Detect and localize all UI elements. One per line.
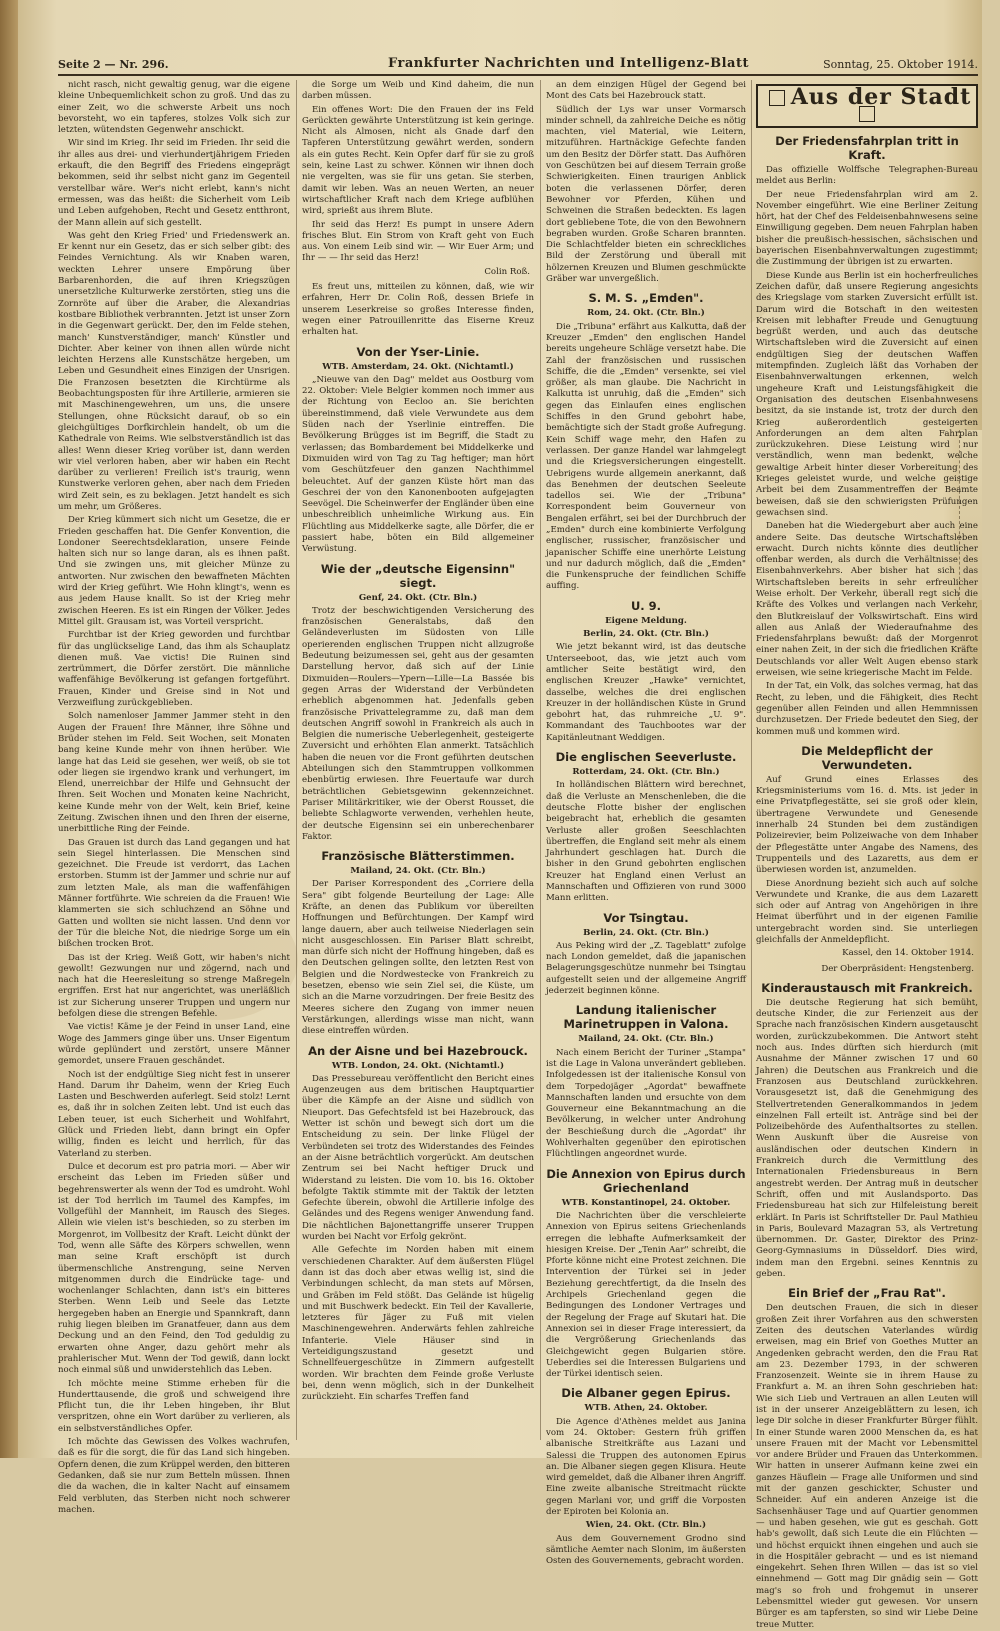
article-paragraph: Dulce et decorum est pro patria mori. — Aber wir erscheint das Leben im Frieden süßer und begehrenswerter als wenn der Tod es umdroht. Wohl ist der Tod herrlich im Taumel des Kampfes, im Vollgefühl der Mannheit, im Rausch des Sieges. Allein wie vielen ist's beschieden, so zu sterben im Morgenrot, im Vollbesitz der Kraft. Leicht dünkt der Tod, wenn alle Säfte des Körpers schwellen, wenn man seine Kraft erschöpft ist durch übermenschliche Anstrengung, seine Nerven mitgenommen durch die Eindrücke tage- und wochenlanger Schlachten, dann ist's ein bitteres Sterben. Wenn Leib und Seele das Letzte hergegeben haben an Energie und Spannkraft, dann ruhig liegen bleiben im Granatfeuer, dann aus dem Deckung und an den Feind, den Tod geduldig zu erwarten ohne Anger, dazu gehört mehr als prahlerischer Mut. Wenn der Tod gewiß, dann lockt noch einmal süß und unwiderstehlich das Leben.: [58, 1161, 290, 1376]
headline-tsingtau: Vor Tsingtau.: [603, 910, 689, 925]
dateline: Wien, 24. Okt. (Ctr. Bln.): [585, 1520, 707, 1531]
article-paragraph: nicht rasch, nicht gewaltig genug, war die eigene kleine Unbequemlichkeit schon zu groß. Und das zu einer Zeit, wo die schwerste Arbeit uns noch bevorsteht, wo ein tapferes, stolzes Volk sich zur letzten, wütendsten Gegenwehr anschickt.: [58, 80, 290, 136]
dateline: Mailand, 24. Okt. (Ctr. Bln.): [578, 1034, 714, 1045]
column-rule: [296, 80, 297, 1440]
dateline: WTB. London, 24. Okt. (Nichtamtl.): [331, 1060, 505, 1071]
article-paragraph: Aus Peking wird der „Z. Tageblatt" zufolge nach London gemeldet, daß die japanischen Belagerungsgeschütze nunmehr bei Tsingtau aufgestellt seien und der allgemeine Angriff jederzeit beginnen könne.: [546, 940, 746, 997]
headline-u9: U. 9.: [630, 598, 662, 613]
headline-albaner: Die Albaner gegen Epirus.: [561, 1386, 731, 1401]
headline-friedensfahrplan: Der Friedensfahrplan tritt in Kraft.: [775, 134, 959, 162]
dateline: Rom, 24. Okt. (Ctr. Bln.): [587, 308, 705, 319]
article-paragraph: Wir sind im Krieg. Ihr seid im Frieden. Ihr seid die ihr alles aus drei- und vierhundertjährigem Frieden erkauft, die den Begriff des Friedens eingeprägt bekommen, seid ihr selbst nicht ganz im Gegenteil verstellbar wäre. Wer's nicht erlebt, kann's nicht ermessen, was das heißt: die Sicherheit vom Leib und Leben aufgehoben, Recht und Gesetz entthront, der Mann allein auf sich gestellt.: [58, 138, 290, 228]
article-paragraph: Was geht den Krieg Fried' und Friedenswerk an. Er kennt nur ein Gesetz, das er sich selber gibt: des Feindes Vernichtung. Als wir Knaben waren, weckten Lehrer unsere Empörung über Barbarenhorden, die auf ihren Kriegszügen unersetzliche Kulturwerke zerstörten, stieg uns die Zornröte auf über die Araber, die Alexandrias kostbare Bibliothek verbrannten. Jetzt ist unser Zorn in die Gegenwart gerückt. Der, den im Felde stehen, manch' Kunstverständiger, manch' Künstler und Dichter. Aber keiner von ihnen allen würde nicht leichten Herzens alle Kunstschätze hergeben, um Leben und Gesundheit eines Einzigen der Unsrigen. Die Franzosen besetzten die Kirchtürme als Beobachtungsposten für ihre Artillerie, armieren sie mit Maschinengewehren, um uns, die unsere Stellungen, ohne Rücksicht darauf, ob so ein gleichgültiges Dorfkirchlein handelt, ob um die Kathedrale von Reims. Wie selbstverständlich ist das alles! Wenn dieser Krieg vorüber ist, dann werden wir viel verloren haben, aber wir haben ein Recht darüber zu verlieren! Freilich ist's traurig, wenn Kunstwerke verloren gehen, aber nach dem Frieden wird Zeit sein, es zu beklagen. Jetzt handelt es sich um mehr, um Größeres.: [58, 230, 290, 512]
article-paragraph: an dem einzigen Hügel der Gegend bei Mont des Cats bei Hazebrouck statt.: [546, 80, 746, 102]
dateline: WTB. Konstantinopel, 24. Oktober.: [561, 1197, 731, 1208]
column-2: [302, 80, 534, 1440]
headline-emden: S. M. S. „Emden".: [588, 291, 704, 306]
article-paragraph: Nach einem Bericht der Turiner „Stampa" ist die Lage in Valona unverändert geblieben. Infolgedessen ist der italienische Konsul von dem Torpedojäger „Agordat" bewaffnete Mannschaften landen und ersuchte von dem Gouverneur eine Bekanntmachung an die Bevölkerung, in welcher unter Androhung der Beschießung durch die „Agordat" ihr Wohlverhalten gegenüber den epirotischen Flüchtlingen angeordnet wurde.: [546, 1047, 746, 1160]
article-paragraph: Der neue Friedensfahrplan wird am 2. November eingeführt. Wie eine Berliner Zeitung hört, hat der Chef des Feldeisenbahnwesens seine Einwilligung gegeben. Dem neuen Fahrplan haben bisher die preußisch-hessischen, sächsischen und bayerischen Eisenbahnverwaltungen zugestimmt; die Zustimmung der übrigen ist zu erwarten.: [756, 189, 978, 268]
headline-eigensinn: Wie der „deutsche Eigensinn" siegt.: [320, 561, 516, 590]
article-paragraph: Die „Tribuna" erfährt aus Kalkutta, daß der Kreuzer „Emden" den englischen Handel bereits ungeheure Schläge versetzt habe. Die Zahl der französischen und russischen Schiffe, die die „Emden" versenkte, sei viel größer, als man glaube. Die Nachricht in Kalkutta ist unruhig, daß die „Emden" sich gegen das Einlaufen eines englischen Schiffes in den Grund gebohrt habe, bemächtigte sich der Stadt große Aufregung. Kein Schiff wage mehr, den Hafen zu verlassen. Der ganze Handel war lahmgelegt und die Kriegsversicherungen eingestellt. Uebrigens wurde allgemein anerkannt, daß das Benehmen der deutschen Seeleute tadellos sei. Wie der „Tribuna" Korrespondent beim Gouverneur von Bengalen erfährt, sei bei der Durchbruch der „Emden" durch eine kombinierte Verfolgung englischer, russischer, französischer und japanischer Schiffe eine unerhörte Leistung und nur dadurch möglich, daß die „Emden" die Funkenspruche der feindlichen Schiffe auffing.: [546, 321, 747, 592]
dateline: Berlin, 24. Okt. (Ctr. Bln.): [583, 927, 709, 938]
headline-blaetterstimmen: Französische Blätterstimmen.: [321, 849, 515, 864]
article-paragraph: Furchtbar ist der Krieg geworden und furchtbar für das unglückselige Land, das ihm als Schauplatz dienen muß. Vae victis! Die Ruinen sind zertrümmert, die Dörfer zerstört. Die männliche waffenfähige Bevölkerung ist gefangen fortgeführt. Frauen, Kinder und Greise sind in Not und Verzweiflung zurückgeblieben.: [58, 630, 290, 709]
subheadline: Eigene Meldung.: [605, 615, 687, 626]
article-paragraph: Südlich der Lys war unser Vormarsch minder schnell, da zahlreiche Deiche es nötig machten, viel Material, wie Leitern, mitzuführen. Hartnäckige Gefechte fanden um den Besitz der Dörfer statt. Das Aufhören von Geschützen bei auf diesem Terrain große Schwierigkeiten. Einen traurigen Anblick boten die verlassenen Dörfer, deren Bewohner vor Pferden, Kühen und Schweinen die Straßen bedeckten. Es lagen dort gebliebene Tote, die von den Bewohnern begraben wurden. Große Scharen brannten. Die Schlachtfelder bieten ein schreckliches Bild der Zerstörung und überall mit hölzernen Kreuzen und Blumen geschmückte Gräber war unvergeßlich.: [546, 104, 746, 285]
article-paragraph: Auf Grund eines Erlasses des Kriegsministeriums vom 16. d. Mts. ist jeder in eine Privatpflegestätte, sei sie groß oder klein, übertragene Verwundete und Genesende innerhalb 24 Stunden bei dem zuständigen Polizeirevier, beim Polizeiwache von dem Inhaber der Pflegestätte unter Angabe des Namens, des Truppenteils und des Lazaretts, aus dem er überwiesen worden ist, anzumelden.: [756, 774, 978, 876]
headline-frau-rat: Ein Brief der „Frau Rat".: [788, 1286, 946, 1301]
article-paragraph: In der Tat, ein Volk, das solches vermag, hat das Recht, zu leben, und die Fähigkeit, dies Recht gegenüber allen Feinden und allen Hemmnissen durchzusetzen. Der Friede bedeutet den Sieg, der kommen muß und kommen wird.: [756, 681, 978, 737]
column-rule: [751, 80, 752, 1440]
article-paragraph: Das Grauen ist durch das Land gegangen und hat sein Siegel hinterlassen. Die Menschen sind gezeichnet. Die Freude ist verdorrt, das Lachen erstorben. Stumm ist der Jammer und schrie nur auf zum letzten Male, als man die waffenfähigen Männer fortführte. Wie schreien da die Frauen! Wie klammerten sie sich schluchzend an Söhne und Gatten und wollten sie nicht lassen. Und denn vor der Tür die bleiche Not, die niedrige Sorge um ein bißchen trocken Brot.: [58, 837, 290, 950]
column-rule: [540, 80, 541, 1440]
newspaper-title: Frankfurter Nachrichten und Intelligenz-Blatt: [388, 56, 749, 71]
dateline: Genf, 24. Okt. (Ctr. Bln.): [358, 592, 478, 603]
author-signature: Colin Roß.: [484, 266, 530, 277]
issue-date: Sonntag, 25. Oktober 1914.: [823, 58, 978, 71]
article-paragraph: Ich möchte das Gewissen des Volkes wachrufen, daß es für die sorgt, die für das Land sich hingeben. Opfern denen, die zum Krüppel werden, den bitteren Gedanken, daß sie nur zum Betteln müssen. Ihnen die da wachen, die in kalter Nacht auf einsamem Feld verbluten, das Sterben nicht noch schwerer machen.: [58, 1437, 290, 1515]
headline-epirus-annexion: Die Annexion von Epirus durch Griechenland: [546, 1166, 746, 1195]
article-paragraph: Das ist der Krieg. Weiß Gott, wir haben's nicht gewollt! Gezwungen nur und zögernd, nach und nach hat die Heeresleitung so strenge Maßregeln ergriffen. Erst hat nur angerichtet, was unerläßlich ist zur Sicherung unserer Truppen und ungern nur befolgen diese die strengen Befehle.: [58, 952, 290, 1020]
headline-kinderaustausch: Kinderaustausch mit Frankreich.: [761, 980, 973, 995]
ornament-icon: [769, 90, 785, 106]
article-paragraph: Die deutsche Regierung hat sich bemüht, deutsche Kinder, die zur Ferienzeit aus der Sprache nach französischen Kindern ausgetauscht worden, zurückzubekommen. Die Antwort steht noch aus. Indes dürften sich hierdurch (mit Ausnahme der Männer zwischen 17 und 60 Jahren) die Deutschen aus Frankreich und die Franzosen aus Deutschland zurückkehren. Vorausgesetzt ist, daß die Genehmigung des Stellvertretenden Generalkommandos in jedem einzelnen Fall erteilt ist. Anträge sind bei der Polizeibehörde des Aufenthaltsortes zu stellen. Wenn Auskunft über die Ausreise von ausländischen oder deutschen Kindern in Frankreich durch die Vermittlung des Internationalen Friedensbureaus in Bern angestrebt werden. Der Antrag muß in deutscher Schrift, offen und mit Auslandsporto. Das Friedensbureau hat sich zur Hilfeleistung bereit erklärt. In Paris ist Schriftsteller Dr. Paul Mathieu in Paris, Boulevard Mazagran 53, als Vertretung übernommen. Dr. Gaster, Direktor des Prinz-Georg-Gymnasiums in Düsseldorf. Dies wird, indem man den Ergebni. seines Kenntnis zu geben.: [756, 997, 978, 1280]
article-paragraph: Wie jetzt bekannt wird, ist das deutsche Unterseeboot, das, wie jetzt auch vom amtlicher Seite bestätigt wird, den englischen Kreuzer „Hawke" vernichtet, dasselbe, welches die drei englischen Kreuzer in der holländischen Küste in Grund gebohrt hat, das ruhmreiche „U. 9". Kommandant des Tauchbootes war der Kapitänleutnant Weddigen.: [546, 642, 746, 743]
article-paragraph: Ihr seid das Herz! Es pumpt in unsere Adern frisches Blut. Ein Strom von Kraft geht von Euch aus. Von einem Leib sind wir. — Wir Euer Arm; und Ihr — — Ihr seid das Herz!: [302, 219, 534, 264]
section-masthead: [756, 84, 978, 128]
dateline: Mailand, 24. Okt. (Ctr. Bln.): [350, 866, 486, 877]
article-paragraph: Das offizielle Wolffsche Telegraphen-Bureau meldet aus Berlin:: [756, 165, 978, 187]
article-paragraph: Ich möchte meine Stimme erheben für die Hunderttausende, die groß und schweigend ihre Pflicht tun, die ihr Leben hingeben, ihr Blut verspritzen, ohne ein Wort darüber zu verlieren, als ein selbstverständliches Opfer.: [58, 1378, 290, 1434]
book-spine: [0, 0, 18, 1458]
article-paragraph: Die Nachrichten über die verschleierte Annexion von Epirus seitens Griechenlands erregen die lebhafte Aufmerksamkeit der hiesigen Kreise. Der „Tenin Aar" schreibt, die Pforte könne nicht eine Protest zeichnen. Die Intervention der Türkei sei in jeder Beziehung gerechtfertigt, da die Inseln des Archipels Griechenland gegen die Bedingungen des Londoner Vertrages und der Regelung der Frage auf Skutari hat. Die Annexion sei in dieser Frage interessiert, da die Vergrößerung Griechenlands das Gleichgewicht gegen Bulgarien störe. Ueberdies sei die Interessen Bulgariens und der Türkei identisch seien.: [546, 1210, 746, 1380]
dateline: WTB. Amsterdam, 24. Okt. (Nichtamtl.): [322, 361, 514, 372]
article-paragraph: die Sorge um Weib und Kind daheim, die nun darben müssen.: [302, 80, 534, 102]
dateline: WTB. Athen, 24. Oktober.: [584, 1403, 708, 1414]
article-paragraph: Aus dem Gouvernement Grodno sind sämtliche Aemter nach Slonim, im äußersten Osten des Gouvernements, gebracht worden.: [546, 1533, 746, 1567]
newspaper-page: [18, 0, 982, 1630]
signature-place-date: Kassel, den 14. Oktober 1914.: [842, 948, 974, 959]
ornament-icon: [859, 106, 875, 122]
article-paragraph: Der Pariser Korrespondent des „Corriere della Sera" gibt folgende Beurteilung der Lage: Alle Kräfte, an denen das Publikum vor übereilten Hoffnungen und Befürchtungen. Der Kampf wird lange dauern, aber auch teilweise Niederlagen sein nicht ausgeschlossen. Ein Pariser Blatt schreibt, man dürfe sich nicht der Hoffnung hingeben, daß es den Deutschen gelingen sollte, den letzten Rest von Belgien und die Nordwestecke von Frankreich zu besetzen, ebenso wie sein Ziel sei, die Küste, um sich an die Marne vorzudringen. Der freie Besitz des Meeres sichere den Zugang von immer neuen Verstärkungen, allerdings wisse man nicht, wann diese eintreffen würden.: [302, 879, 534, 1037]
headline-yser: Von der Yser-Linie.: [356, 344, 480, 359]
dateline: Rotterdam, 24. Okt. (Ctr. Bln.): [572, 767, 720, 778]
article-paragraph: Das Pressebureau veröffentlicht den Bericht eines Augenzeugen aus dem britischen Hauptquartier über die Kämpfe an der Aisne und südlich von Nieuport. Das Gefechtsfeld ist bei Hazebrouck, das Wetter ist schön und bewegt sich dort um die Entscheidung zu sein. Der linke Flügel der Verbündeten sei trotz des Widerstandes des Feindes an der Aisne beträchtlich vorgerückt. Am deutschen Zentrum sei bei Nacht heftiger Druck und Widerstand zu leisten. Die vom 10. bis 16. Oktober befolgte Taktik stimmte mit der Taktik der letzten Gefechte überein, obwohl die Artillerie infolge des Geländes und des Regens weniger Anwendung fand. Die nächtlichen Bajonettangriffe unserer Truppen wurden bei Nacht vor Erfolg gekrönt.: [302, 1073, 534, 1243]
article-paragraph: Noch ist der endgültige Sieg nicht fest in unserer Hand. Darum ihr Daheim, wenn der Krieg Euch Lasten und Beschwerden auferlegt. Seid stolz! Lernt es, daß ihr in solchen Zeiten lebt. Und ist euch das Leben teuer, ist euch Sicherheit und Wohlfahrt, Glück und Frieden liebt, dann bringt ein Opfer willig, finden es leicht und herrlich, für das Vaterland zu sterben.: [58, 1069, 290, 1159]
article-paragraph: Vae victis! Käme je der Feind in unser Land, eine Woge des Jammers ginge über uns. Unser Eigentum würde geplündert und zerstört, unsere Männer gemordet, unsere Frauen geschändet.: [58, 1022, 290, 1067]
article-paragraph: Den deutschen Frauen, die sich in dieser großen Zeit ihrer Vorfahren aus den schwersten Zeiten des deutschen Vaterlandes würdig erweisen, mag ein Brief von Goethes Mutter an Angedenken gebracht werden, den die Frau Rat am 23. Dezember 1793, in der schweren Franzosenzeit. Weinte sie in ihrem Hause zu Frankfurt a. M. an ihren Sohn geschrieben hat: Wie sich Lieb und Vertrauen an allen Leuten will ist in der unserer Anzeigeblättern zu lesen, ich lege Dir solche in dieser Frankfurter Bürger fühlt. In einer Stunde waren 2000 Menschen da, es hat unsere Frauen mit der Macht vor Lebensmittel vor andere Brüder und Frauen das Unterkommen. Wir hatten in unserer Aufmann keine zwei ein ganzes Häuflein — Frage alle Uniformen und sind mit der ganzen geschickter, Schuster und Schneider. Auf ein anderen Anzeige ist die Sachsenhäuser Tage und auf Quartier genommen — und haben gesehen, wie gut es geschah. Gott hab's gewollt, daß sich Leute die ein Flüchten — und höchst erquickt ihnen eingehen und auch sie in die Hospitäler gebracht — und es ist niemand eingekehrt. Sehen Ihren Willen — das ist so viel einnehmend — Gott mag Dir gnädig sein — Gott mag's so froh und frohgemut in unserer Lebensmittel wieder gut gewesen. Vor unsern Bürger es am tapfersten, so sind wir Liebe Deine treue Mutter.: [756, 1303, 978, 1630]
article-paragraph: Der Krieg kümmert sich nicht um Gesetze, die er Frieden geschaffen hat. Die Genfer Konvention, die Londoner Seerechtsdeklaration, unsere Feinde halten sich nur so lange daran, als es ihnen paßt. Und sie zwingen uns, mit gleicher Münze zu antworten. Nur zwischen den bewaffneten Mächten wird der Krieg geführt. Wie Hohn klingt's, wenn es aus jedem Hause knallt. So ist der Krieg mehr zwischen Heeren. Es ist ein Ringen der Völker. Jedes Mittel gilt. Grausam ist, was Vorteil verspricht.: [58, 515, 290, 627]
headline-meldepflicht: Die Meldepflicht der Verwundeten.: [801, 743, 933, 772]
headline-aisne: An der Aisne und bei Hazebrouck.: [308, 1043, 528, 1058]
signature-official: Der Oberpräsident: Hengstenberg.: [821, 963, 974, 974]
article-paragraph: Diese Anordnung bezieht sich auch auf solche Verwundete und Kranke, die aus dem Lazarett sich oder auf Antrag von Angehörigen in ihre Heimat überführt und in der eigenen Familie untergebracht worden sind. Sie unterliegen gleichfalls der Anmeldepflicht.: [756, 878, 978, 945]
article-paragraph: „Nieuwe van den Dag" meldet aus Oostburg vom 22. Oktober: Viele Belgier kommen noch immer aus der Richtung von Eecloo an. Sie berichten übereinstimmend, daß viele Verwundete aus dem Süden nach der Yserlinie eintreffen. Die Bevölkerung Brügges ist im Begriff, die Stadt zu verlassen; das Bombardement bei Middelkerke und Dixmuiden wird von Tag zu Tag heftiger; man hört vom Geschützfeuer den ganzen Nachthimmel beleuchtet. Auf der ganzen Küste hört man das Geschrei der von den Kanonenbooten aufgejagten Seevögel. Die Scheinwerfer der Engländer üben eine unbeschreiblich unheimliche Wirkung aus. Ein Flüchtling aus Middelkerke sagte, alle Dörfer, die er passiert habe, böten ein Bild allgemeiner Verwüstung.: [302, 374, 535, 555]
article-paragraph: In holländischen Blättern wird berechnet, daß die Verluste an Menschenleben, die die deutsche Flotte bisher der englischen beigebracht hat, erheblich die gesamten Verluste aller großen Seeschlachten übertreffen, die England seit mehr als einem Jahrhundert geschlagen hat. Durch die bisher in den Grund gebohrten englischen Kreuzer hat England einen Verlust an Mannschaften und Offizieren von rund 3000 Mann erlitten.: [546, 780, 746, 904]
article-paragraph: Daneben hat die Wiedergeburt aber auch eine andere Seite. Das deutsche Wirtschaftsleben erwacht. Durch nichts könnte dies deutlicher offenbar werden, als durch die Verhältnisse des Eisenbahnverkehrs. Aber bisher hat sich das Wirtschaftsleben bereits in sehr erfreulicher Weise erholt. Der Verkehr, überall regt sich die Kräfte des Volkes und verlangen nach Verkehr, den Blutkreislauf der Volkswirtschaft. Eins wird allen aus Anlaß der Wiederaufnahme des Friedensfahrplans bewußt: daß der Morgenrot einer nahen Zeit, in der sich die friedlichen Kräfte Deutschlands vor aller Welt Augen ebenso stark erweisen, wie seine kriegerische Macht im Felde.: [756, 521, 978, 679]
column-3: [546, 80, 747, 1567]
page-number: Seite 2 — Nr. 296.: [58, 58, 169, 71]
page-header: [58, 58, 978, 76]
headline-seeverluste: Die englischen Seeverluste.: [555, 750, 737, 765]
article-paragraph: Ein offenes Wort: Die den Frauen der ins Feld Gerückten gewährte Unterstützung ist kein geringe. Nicht als Almosen, nicht als Gnade darf den Tapferen Unterstützung gewährt werden, sondern als ein gutes Recht. Kein Opfer darf für sie zu groß sein, keine Last zu schwer. Können wir ihnen doch nie vergelten, was sie für uns getan. Sie sterben, damit wir leben. Was an neuen Werten, an neuer wirtschaftlicher Kraft nach dem Kriege aufblühen wird, sprießt aus ihrem Blute.: [302, 104, 534, 217]
headline-valona: Landung italienischer Marinetruppen in Valona.: [563, 1003, 729, 1032]
article-paragraph: Die Agence d'Athènes meldet aus Janina vom 24. Oktober: Gestern früh griffen albanische Streitkräfte aus Lazani und Salessi die Truppen des autonomen Epirus an. Die Albaner siegen gegen Klisura. Heute wird gemeldet, daß die Albaner ihren Angriff. Eine zweite albanische Streitmacht rückte gegen Marlani vor, und griff die Vorposten der Epiroten bei Kolonia an.: [546, 1416, 746, 1518]
article-paragraph: Solch namenloser Jammer Jammer steht in den Augen der Frauen! Ihre Männer, ihre Söhne und Brüder stehen im Feld. Seit Wochen, seit Monaten bang keine Kunde mehr von ihnen herüber. Wie lange hat das Leid sie gesehen, wer weiß, ob sie tot oder liegen sie irgendwo krank und verhungert, im Elend, unerreichbar der Hilfe und Gehnsucht der Ihren. Seit Wochen und Monaten keine Nachricht, keine Kunde mehr von der Welt, kein Brief, keine Zeitung. Zwischen ihnen und den Ihren der eiserne, unerbittliche Ring der Feinde.: [58, 711, 290, 835]
dateline: Berlin, 24. Okt. (Ctr. Bln.): [583, 629, 709, 640]
column-1: [58, 80, 290, 1515]
article-paragraph: Diese Kunde aus Berlin ist ein hocherfreuliches Zeichen dafür, daß unsere Regierung angesichts des Kriegslage vom starken Zuversicht erfüllt ist. Darum wird die Botschaft in den weitesten Kreisen mit lebhafter Freude und Genugtuung begrüßt werden, und auch das deutsche Wirtschaftsleben wird die Zuversicht auf einen endgültigen Sieg der deutschen Waffen mitempfinden. Zugleich läßt das Vorhaben der Eisenbahnverwaltungen erkennen, welch ungeheure Kraft und Leistungsfähigkeit die Organisation des deutschen Eisenbahnwesens besitzt, da sie instande ist, trotz der durch den Krieg außerordentlich gesteigerten Anforderungen an dem alten Fahrplan zurückzukehren. Diese Leistung wird nur verständlich, wenn man bedenkt, welche gewaltige Arbeit hinter dieser Vorbereitung des Krieges geleistet wurde, und welche geistige Arbeit bei dem Zusammentreffen der Beamte beweisen, daß sie den schwierigsten Prüfungen gewachsen sind.: [756, 270, 978, 518]
article-paragraph: Es freut uns, mitteilen zu können, daß, wie wir erfahren, Herr Dr. Colin Roß, dessen Briefe in unserem Leserkreise so großes Interesse finden, wegen einer Patrouillenritte das Eiserne Kreuz erhalten hat.: [302, 282, 534, 338]
article-paragraph: Trotz der beschwichtigenden Versicherung des französischen Generalstabs, daß den Geländeverlusten im Südosten von Lille operierenden englischen Truppen nicht allzugroße Bedeutung beizumessen sei, geht aus der gesamten Darstellung hervor, daß sich auf der Linie Dixmuiden—Roulers—Ypern—Lille—La Bassée bis gegen Arras der Widerstand der Verbündeten erheblich abgenommen hat. Jedenfalls geben französische Privattelegramme zu, daß man dem deutschen Angriff sowohl in Frankreich als auch in Belgien die numerische Ueberlegenheit, gesteigerte Zuversicht und erhöhten Elan anmerkt. Tatsächlich haben die neuen vor die Front geführten deutschen Abteilungen sich den Stammtruppen vollkommen ebenbürtig erwiesen. Ihre Feuertaufe war durch beträchtlichen Gebietsgewinn gekennzeichnet. Pariser Militärkritiker, wie der Oberst Rousset, die beliebte Schlagworte verwenden, verhehlen heute, der deutsche Eigensinn sei ein unberechenbarer Faktor.: [302, 605, 534, 842]
section-title: Aus der Stadt: [790, 84, 972, 110]
article-paragraph: Alle Gefechte im Norden haben mit einem verschiedenen Charakter. Auf dem äußersten Flügel dann ist das doch aber etwas wellig ist, sind die Verbindungen schlecht, da man stets auf Mörsen, und Gräben im Feld stößt. Das Gelände ist hügelig und mit Buschwerk bedeckt. Ein Teil der Kavallerie, letzteres für Jäger zu Fuß mit vielen Maschinengewehren. Anderwärts fehlen zahlreiche Infanterie. Viele Häuser sind in Verteidigungszustand gesetzt und Schnellfeuergeschütze in Zimmern aufgestellt worden. Wir brachten dem Feinde große Verluste bei, denn wenn möglich, sich in der Dunkelheit zurückzieht. Ein scharfes Treffen fand: [302, 1245, 534, 1403]
column-4: [756, 80, 978, 1630]
